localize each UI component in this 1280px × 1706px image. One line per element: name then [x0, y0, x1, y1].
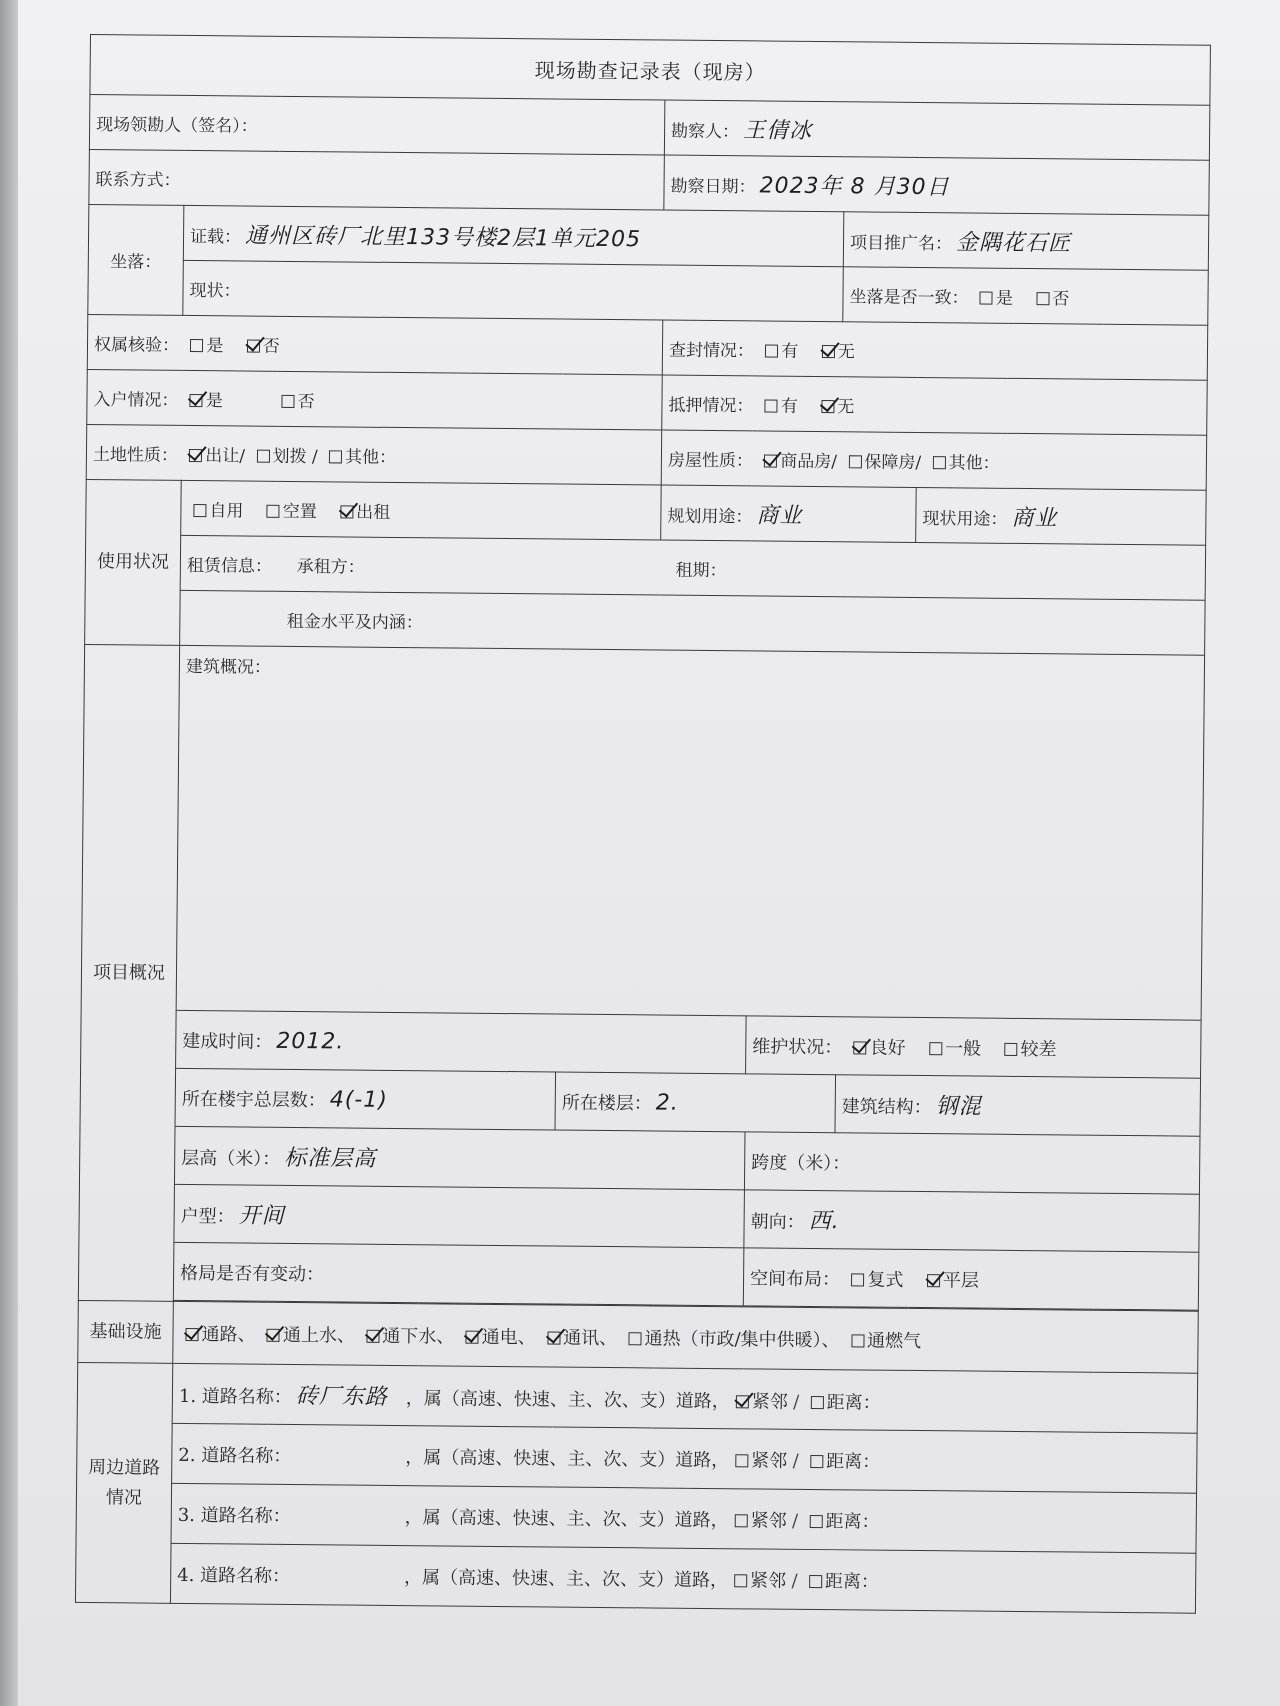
road-3-class-label: ，属（高速、快速、主、次、支）道路，	[404, 1506, 729, 1531]
checkbox-space-duplex[interactable]	[851, 1273, 864, 1286]
road-2-separator: /	[792, 1450, 799, 1472]
current-use-cell[interactable]	[916, 487, 1207, 545]
orientation-cell[interactable]	[744, 1190, 1200, 1252]
infra-section-label: 基础设施	[78, 1300, 174, 1363]
road-4-distance-label: 距离：	[824, 1570, 880, 1593]
built-year-cell[interactable]	[176, 1010, 747, 1073]
location-consistent-cell	[843, 267, 1209, 326]
entry-yes-label: 是	[205, 390, 223, 411]
span-label: 跨度（米）：	[751, 1151, 851, 1174]
checkbox-land-other[interactable]	[329, 450, 342, 463]
current-status-cell[interactable]	[183, 260, 843, 321]
space-flat-label: 平层	[942, 1269, 979, 1292]
contact-cell[interactable]	[89, 149, 665, 210]
checkbox-infra-gas[interactable]	[851, 1334, 864, 1347]
checkbox-road-1-distance[interactable]	[811, 1396, 824, 1409]
lease-info-label: 租赁信息：	[186, 555, 272, 577]
cert-address-cell[interactable]	[183, 205, 843, 266]
consistent-no-label: 否	[1052, 288, 1070, 309]
road-1-class-label: ，属（高速、快速、主、次、支）道路，	[405, 1388, 730, 1413]
infra-road-label: 通路、	[201, 1323, 256, 1346]
checkbox-road-4-distance[interactable]	[809, 1574, 822, 1587]
usage-options-cell	[181, 480, 662, 540]
checkbox-usage-vacant[interactable]	[267, 504, 280, 517]
checkbox-maint-poor[interactable]	[1004, 1042, 1017, 1055]
road-row-3[interactable]	[171, 1483, 1197, 1553]
checkbox-maint-good[interactable]	[854, 1041, 867, 1054]
promo-name-cell[interactable]	[843, 212, 1209, 271]
contact-label: 联系方式：	[95, 169, 181, 191]
survey-date-value: 2023年 8 月30日	[759, 172, 950, 200]
road-1-adjacent-label: 紧邻	[751, 1391, 788, 1413]
house-affordable-label: 保障房/	[864, 451, 922, 473]
road-3-adjacent-label: 紧邻	[750, 1509, 787, 1532]
usage-self-label: 自用	[209, 500, 244, 521]
maint-poor-label: 较差	[1020, 1038, 1057, 1060]
checkbox-house-other[interactable]	[933, 456, 946, 469]
road-4-name-label: 4. 道路名称：	[177, 1564, 291, 1587]
unit-type-cell[interactable]	[174, 1184, 745, 1247]
mortgage-label: 抵押情况：	[668, 395, 754, 416]
building-overview-cell[interactable]	[176, 645, 1205, 1020]
form-title: 现场勘查记录表（现房）	[90, 35, 1211, 106]
seizure-none-label: 无	[837, 341, 855, 362]
house-other-label: 其他：	[948, 452, 1000, 474]
checkbox-space-flat[interactable]	[927, 1274, 940, 1287]
checkbox-entry-yes[interactable]	[190, 393, 203, 406]
mortgage-cell	[662, 375, 1208, 435]
land-nature-cell	[86, 424, 662, 485]
checkbox-consistent-yes[interactable]	[980, 291, 993, 304]
road-row-2[interactable]	[172, 1423, 1198, 1493]
orientation-value: 西.	[808, 1208, 840, 1235]
road-4-adjacent-label: 紧邻	[749, 1569, 787, 1592]
infra-telecom-label: 通讯、	[563, 1327, 618, 1349]
planned-use-value: 商业	[756, 502, 803, 529]
road-2-adjacent-label: 紧邻	[751, 1449, 788, 1472]
built-year-value: 2012.	[276, 1028, 345, 1054]
planned-use-cell[interactable]	[661, 485, 917, 542]
guide-signature-cell[interactable]	[89, 95, 665, 156]
cert-address-label: 证载：	[189, 226, 242, 247]
total-floors-value: 4(-1)	[329, 1086, 389, 1113]
checkbox-mortgage-has[interactable]	[765, 399, 778, 412]
checkbox-infra-heating[interactable]	[628, 1332, 641, 1345]
built-year-label: 建成时间：	[182, 1030, 273, 1053]
road-4-class-label: ，属（高速、快速、主、次、支）道路，	[404, 1566, 729, 1591]
house-nature-label: 房屋性质：	[667, 450, 754, 471]
seizure-label: 查封情况：	[668, 340, 755, 361]
checkbox-road-2-adjacent[interactable]	[735, 1454, 748, 1467]
layout-change-label: 格局是否有变动：	[180, 1262, 325, 1285]
usage-section-label: 使用状况	[85, 479, 182, 645]
house-nature-cell	[661, 430, 1207, 490]
infra-heating-label: 通热（市政/集中供暖）、	[644, 1327, 840, 1351]
orientation-label: 朝向：	[750, 1211, 805, 1233]
survey-date-cell[interactable]	[664, 155, 1210, 215]
location-consistent-label: 坐落是否一致：	[849, 286, 969, 308]
consistent-yes-label: 是	[995, 288, 1014, 309]
location-label-cell	[88, 204, 184, 315]
checkbox-infra-drainage[interactable]	[366, 1329, 379, 1342]
current-use-label: 现状用途：	[922, 508, 1008, 530]
promo-name-value: 金隅花石匠	[955, 229, 1072, 256]
seizure-has-label: 有	[781, 341, 799, 362]
checkbox-infra-water-supply[interactable]	[267, 1328, 280, 1341]
floor-value: 2.	[655, 1089, 679, 1116]
checkbox-seizure-has[interactable]	[765, 344, 778, 357]
checkbox-road-3-distance[interactable]	[809, 1514, 822, 1527]
maintenance-cell	[746, 1016, 1202, 1078]
checkbox-maint-normal[interactable]	[929, 1042, 942, 1055]
usage-rent-label: 出租	[356, 502, 391, 523]
unit-type-value: 开间	[238, 1203, 285, 1229]
checkbox-entry-no[interactable]	[282, 394, 295, 407]
promo-name-label: 项目推广名：	[849, 232, 953, 254]
entry-label: 入户情况：	[93, 389, 179, 411]
ownership-label: 权属核验：	[93, 334, 180, 356]
ownership-yes-label: 是	[206, 335, 224, 356]
roads-section-label: 周边道路情况	[75, 1362, 172, 1603]
survey-table	[75, 34, 1211, 1614]
road-2-name-value	[295, 1462, 405, 1463]
road-3-name-label: 3. 道路名称：	[177, 1504, 291, 1527]
current-status-label: 现状：	[189, 280, 241, 301]
usage-vacant-label: 空置	[282, 501, 317, 522]
lease-info-cell[interactable]	[180, 535, 1206, 600]
paper-edge	[0, 0, 18, 1706]
floor-height-cell[interactable]	[174, 1126, 745, 1189]
checkbox-usage-self[interactable]	[193, 504, 206, 517]
surveyor-label: 勘察人：	[670, 121, 740, 142]
lessee-label: 承租方：	[296, 556, 365, 578]
land-transfer-label: 出让/	[205, 445, 246, 467]
current-use-value: 商业	[1011, 505, 1058, 531]
floor-cell[interactable]	[555, 1072, 836, 1133]
structure-label: 建筑结构：	[841, 1096, 932, 1119]
project-section-label: 项目概况	[78, 644, 179, 1301]
unit-type-label: 户型：	[180, 1205, 235, 1228]
checkbox-house-commercial[interactable]	[764, 454, 777, 467]
mortgage-has-label: 有	[780, 396, 798, 417]
space-duplex-label: 复式	[867, 1269, 904, 1291]
span-cell[interactable]	[744, 1132, 1200, 1194]
structure-value: 钢混	[935, 1094, 982, 1120]
entry-no-label: 否	[297, 391, 315, 412]
mortgage-none-label: 无	[837, 396, 855, 417]
road-3-name-value	[295, 1522, 405, 1523]
planned-use-label: 规划用途：	[667, 506, 753, 527]
checkbox-house-affordable[interactable]	[848, 455, 861, 468]
checkbox-infra-telecom[interactable]	[547, 1331, 560, 1344]
total-floors-label: 所在楼宇总层数：	[181, 1088, 326, 1111]
checkbox-road-2-distance[interactable]	[810, 1454, 823, 1467]
surveyor-signature: 王倩冰	[742, 117, 813, 144]
structure-cell[interactable]	[835, 1075, 1201, 1137]
ownership-cell	[87, 314, 663, 375]
road-1-name-label: 1. 道路名称：	[178, 1385, 292, 1408]
checkbox-usage-rent[interactable]	[340, 505, 353, 518]
guide-signature-label: 现场领勘人（签名）：	[96, 114, 258, 137]
checkbox-ownership-yes[interactable]	[190, 338, 203, 351]
floor-height-value: 标准层高	[284, 1145, 377, 1172]
land-allocate-label: 划拨 /	[272, 446, 318, 467]
rent-level-cell[interactable]	[180, 590, 1206, 655]
road-row-1[interactable]	[172, 1363, 1198, 1433]
space-layout-label: 空间布局：	[749, 1267, 841, 1290]
survey-form	[74, 34, 1209, 1665]
infra-power-label: 通电、	[481, 1326, 536, 1348]
infra-options-cell	[173, 1301, 1199, 1373]
road-row-4[interactable]	[170, 1543, 1196, 1613]
cert-address-value: 通州区砖厂北里133号楼2层1单元205	[244, 222, 642, 252]
rent-level-label: 租金水平及内涵：	[286, 611, 423, 633]
road-4-separator: /	[791, 1570, 798, 1592]
checkbox-seizure-none[interactable]	[822, 345, 835, 358]
infra-drainage-label: 通下水、	[382, 1325, 455, 1348]
checkbox-infra-power[interactable]	[466, 1330, 479, 1343]
infra-water-supply-label: 通上水、	[282, 1324, 356, 1347]
checkbox-land-transfer[interactable]	[189, 448, 202, 461]
total-floors-cell[interactable]	[175, 1068, 556, 1130]
road-2-class-label: ，属（高速、快速、主、次、支）道路，	[405, 1446, 730, 1471]
checkbox-road-1-adjacent[interactable]	[736, 1395, 749, 1408]
layout-change-cell[interactable]	[173, 1242, 744, 1305]
entry-cell	[87, 369, 663, 430]
infra-gas-label: 通燃气	[866, 1330, 922, 1352]
maintenance-label: 维护状况：	[752, 1035, 843, 1058]
house-commercial-label: 商品房/	[780, 451, 838, 472]
building-overview-label: 建筑概况：	[185, 656, 272, 678]
maint-good-label: 良好	[869, 1037, 906, 1059]
survey-date-label: 勘察日期：	[670, 176, 756, 197]
road-1-separator: /	[793, 1391, 800, 1413]
surveyor-cell[interactable]	[664, 100, 1210, 160]
checkbox-ownership-no[interactable]	[247, 339, 260, 352]
road-3-distance-label: 距离：	[825, 1510, 880, 1533]
checkbox-road-4-adjacent[interactable]	[734, 1574, 747, 1587]
road-3-separator: /	[791, 1510, 799, 1532]
road-4-name-value	[294, 1582, 404, 1583]
checkbox-road-3-adjacent[interactable]	[735, 1514, 748, 1527]
road-2-distance-label: 距离：	[826, 1450, 881, 1473]
floor-height-label: 层高（米）：	[181, 1147, 281, 1170]
road-1-name-value: 砖厂东路	[295, 1384, 388, 1410]
checkbox-land-allocate[interactable]	[256, 449, 269, 462]
road-2-name-label: 2. 道路名称：	[178, 1444, 292, 1467]
space-layout-cell	[743, 1248, 1199, 1310]
land-nature-label: 土地性质：	[92, 444, 179, 466]
floor-label: 所在楼层：	[561, 1092, 652, 1114]
checkbox-mortgage-none[interactable]	[821, 400, 834, 413]
ownership-no-label: 否	[262, 336, 280, 357]
land-other-label: 其他：	[344, 446, 397, 468]
maint-normal-label: 一般	[945, 1037, 982, 1060]
seizure-cell	[662, 320, 1208, 380]
road-1-distance-label: 距离：	[826, 1392, 881, 1414]
checkbox-consistent-no[interactable]	[1036, 292, 1049, 305]
checkbox-infra-road[interactable]	[185, 1327, 198, 1340]
lease-term-label: 租期：	[675, 560, 727, 581]
location-label: 坐落：	[110, 252, 162, 273]
